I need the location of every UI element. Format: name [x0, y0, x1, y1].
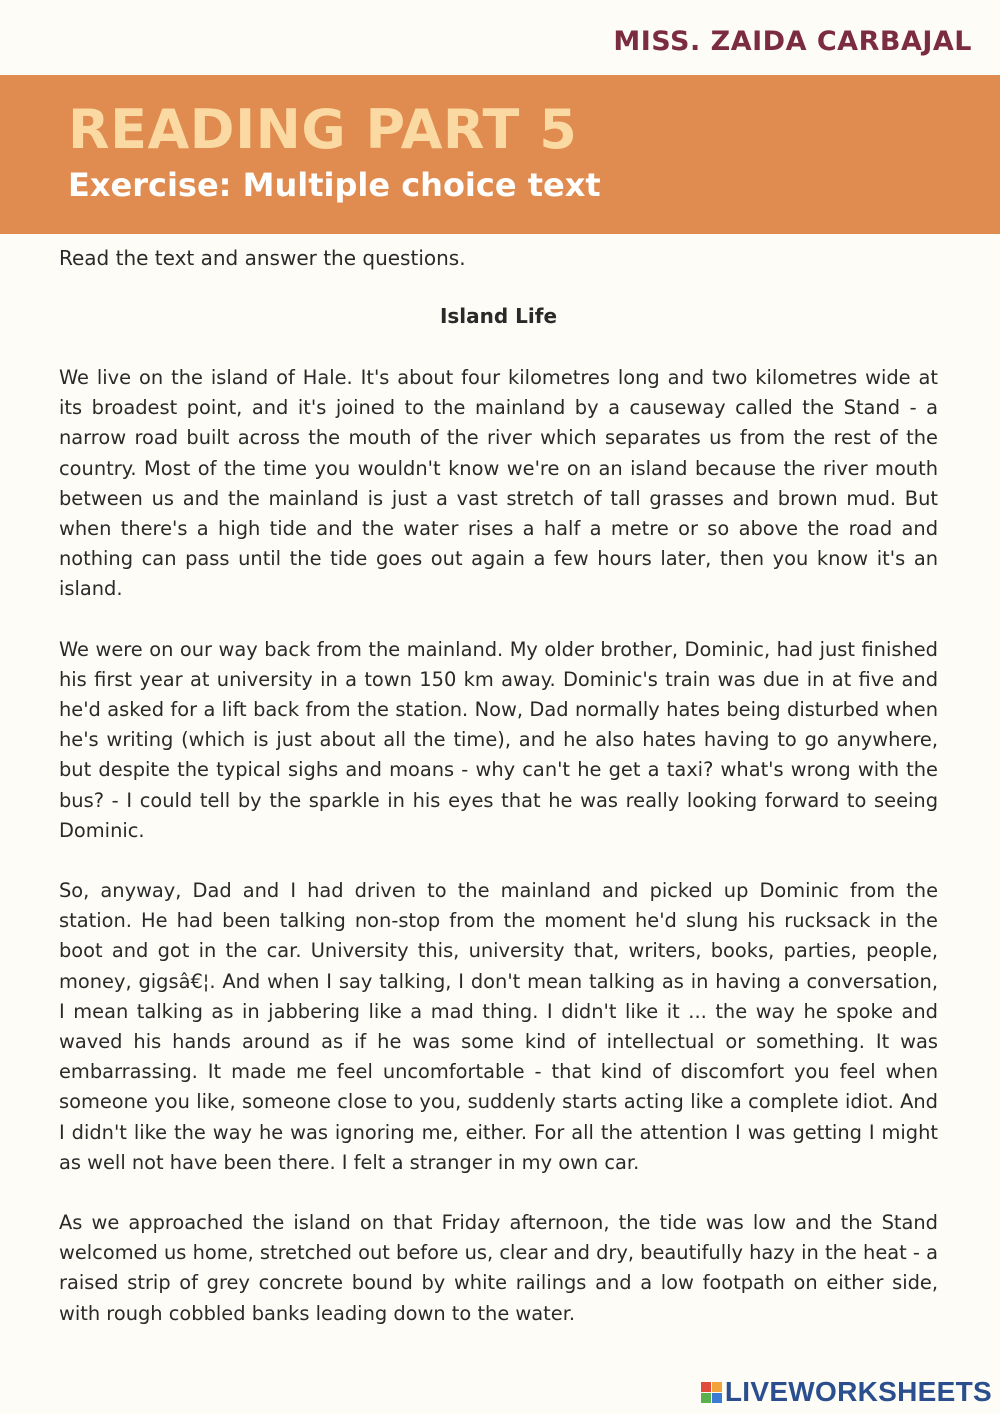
liveworksheets-logo-icon [701, 1382, 722, 1403]
instruction-text: Read the text and answer the questions. [59, 246, 466, 270]
page-title: READING PART 5 [68, 98, 578, 161]
story-paragraph-2: We were on our way back from the mainland. My older brother, Dominic, had just finished his first year at university in a town 150 km away. Dominic's train was due in at five and he'd asked for a lift back from the station. Now, Dad normally hates being disturbed when he's writing (which is just about all the time), and he also hates having to go anywhere, but despite the typical sighs and moans - why can't he get a taxi? what's wrong with the bus? - I could tell by the sparkle in his eyes that he was really looking forward to seeing Dominic. [59, 637, 938, 842]
story-paragraph-1: We live on the island of Hale. It's about four kilometres long and two kilometres wide at its broadest point, and it's joined to the mainland by a causeway called the Stand - a narrow road built across the mouth of the river which separates us from the rest of the country. Most of the time you wouldn't know we're on an island because the river mouth between us and the mainland is just a vast stretch of tall grasses and brown mud. But when there's a high tide and the water rises a half a metre or so above the road and nothing can pass until the tide goes out again a few hours later, then you know it's an island. [59, 366, 938, 601]
story-paragraph-4: As we approached the island on that Friday afternoon, the tide was low and the Stand welcomed us home, stretched out before us, clear and dry, beautifully hazy in the heat - a raised strip of grey concrete bound by white railings and a low footpath on either side, with rough cobbled banks leading down to the water. [59, 1211, 938, 1325]
story-title: Island Life [439, 304, 558, 328]
exercise-subtitle: Exercise: Multiple choice text [68, 166, 601, 204]
reading-content [59, 240, 938, 1329]
liveworksheets-brand[interactable] [701, 1376, 992, 1408]
story-paragraph-3: So, anyway, Dad and I had driven to the mainland and picked up Dominic from the station. He had been talking non-stop from the moment he'd slung his rucksack in the boot and got in the car. University this, university that, writers, books, parties, people, money, gigsâ€¦. And when I say talking, I don't mean talking as in having a conversation, I mean talking as in jabbering like a mad thing. I didn't like it ... the way he spoke and waved his hands around as if he was some kind of intellectual or something. It was embarrassing. It made me feel uncomfortable - that kind of discomfort you feel when someone you like, someone close to you, suddenly starts acting like a complete idiot. And I didn't like the way he was ignoring me, either. For all the attention I was getting I might as well not have been there. I felt a stranger in my own car. [59, 879, 938, 1174]
header-banner [0, 75, 1000, 234]
brand-text: LIVEWORKSHEETS [724, 1376, 992, 1407]
teacher-name: MISS. ZAIDA CARBAJAL [613, 26, 972, 57]
